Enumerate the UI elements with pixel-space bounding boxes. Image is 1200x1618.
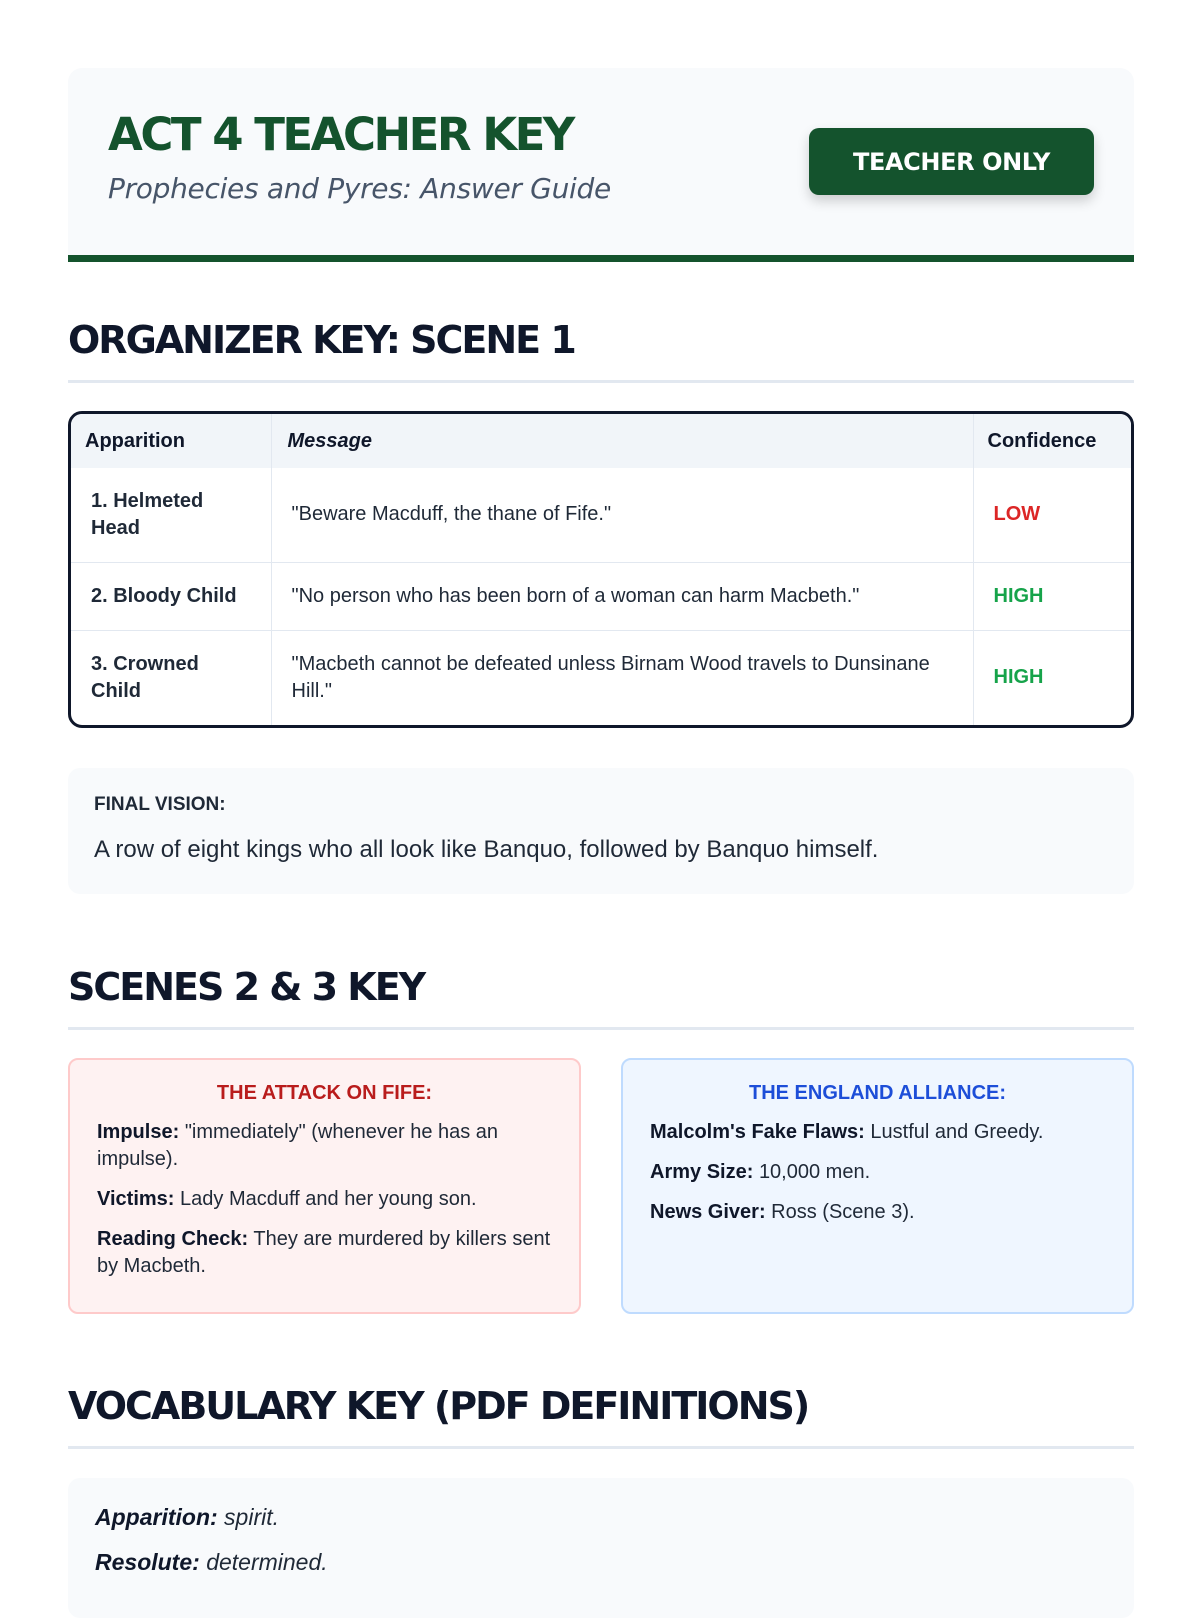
- column-header-confidence: Confidence: [973, 414, 1131, 468]
- table-row: [71, 562, 1131, 630]
- card-item: News Giver: Ross (Scene 3).: [650, 1201, 915, 1223]
- apparition-table: [68, 411, 1134, 728]
- teacher-only-badge: TEACHER ONLY: [809, 128, 1094, 195]
- page-title: ACT 4 TEACHER KEY: [108, 108, 573, 161]
- vocab-item: Apparition: spirit.: [95, 1504, 279, 1530]
- column-header-apparition: Apparition: [71, 414, 271, 468]
- confidence-cell: LOW: [973, 468, 1131, 562]
- vocab-item: Resolute: determined.: [95, 1549, 328, 1575]
- vocabulary-heading: VOCABULARY KEY (PDF DEFINITIONS): [68, 1384, 1134, 1449]
- final-vision-text: A row of eight kings who all look like Banquo, followed by Banquo himself.: [94, 836, 879, 863]
- confidence-cell: HIGH: [973, 630, 1131, 725]
- apparition-cell: 1. Helmeted Head: [91, 489, 204, 539]
- card-item: Malcolm's Fake Flaws: Lustful and Greedy.: [650, 1121, 1044, 1143]
- message-cell: "Beware Macduff, the thane of Fife.": [271, 468, 973, 562]
- final-vision-box: [68, 768, 1134, 894]
- table-row: [71, 630, 1131, 725]
- vocabulary-box: [68, 1478, 1134, 1618]
- card-item: Victims: Lady Macduff and her young son.: [97, 1188, 477, 1210]
- page-header: [68, 68, 1134, 262]
- apparition-cell: 2. Bloody Child: [71, 562, 271, 630]
- message-cell: "No person who has been born of a woman can harm Macbeth.": [271, 562, 973, 630]
- scenes-heading: SCENES 2 & 3 KEY: [68, 965, 1134, 1030]
- page-subtitle: Prophecies and Pyres: Answer Guide: [108, 172, 611, 205]
- card-item: Army Size: 10,000 men.: [650, 1161, 871, 1183]
- card-title: THE ENGLAND ALLIANCE:: [748, 1082, 1007, 1104]
- final-vision-label: FINAL VISION:: [94, 794, 226, 815]
- confidence-cell: HIGH: [973, 562, 1131, 630]
- card-item: Impulse: "immediately" (whenever he has an impulse).: [97, 1121, 499, 1170]
- message-cell: "Macbeth cannot be defeated unless Birnam Wood travels to Dunsinane Hill.": [271, 630, 973, 725]
- england-alliance-card: [621, 1058, 1134, 1314]
- card-item: Reading Check: They are murdered by killers sent by Macbeth.: [97, 1228, 551, 1277]
- organizer-heading: ORGANIZER KEY: SCENE 1: [68, 318, 1134, 383]
- column-header-message: Message: [271, 414, 973, 468]
- card-title: THE ATTACK ON FIFE:: [216, 1082, 433, 1104]
- table-row: [71, 468, 1131, 562]
- attack-on-fife-card: [68, 1058, 581, 1314]
- apparition-cell: 3. Crowned Child: [71, 630, 271, 725]
